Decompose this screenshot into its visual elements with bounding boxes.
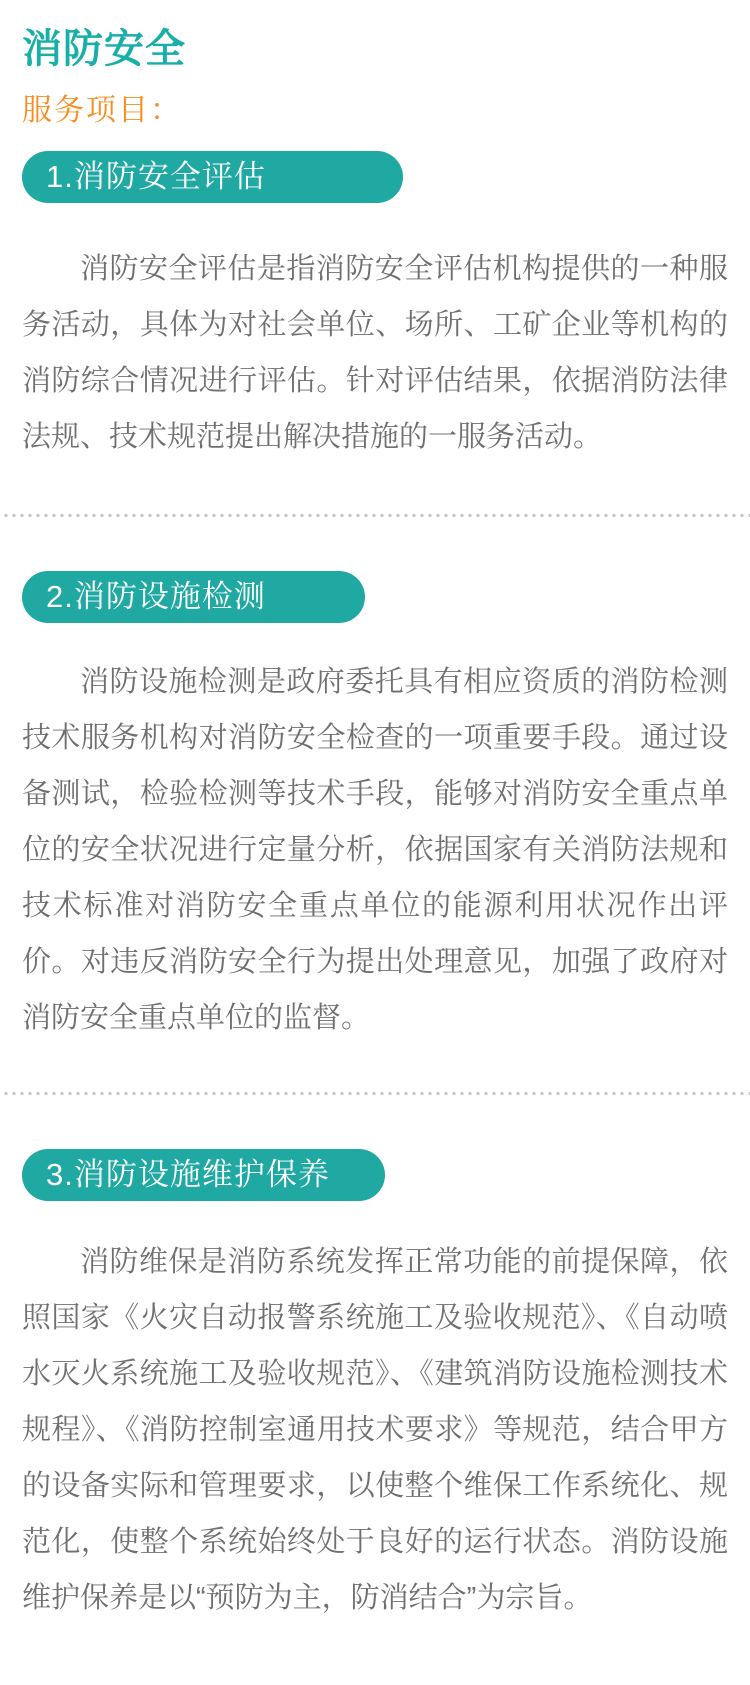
- service-heading-3: 3.消防设施维护保养: [22, 1149, 385, 1201]
- dotted-divider-1: [0, 513, 750, 518]
- dotted-divider-2: [0, 1091, 750, 1096]
- service-heading-2: 2.消防设施检测: [22, 571, 365, 623]
- service-description-2: 消防设施检测是政府委托具有相应资质的消防检测技术服务机构对消防安全检查的一项重要手段。通过设备测试，检验检测等技术手段，能够对消防安全重点单位的安全状况进行定量分析，依据国家有关消防法规和技术标准对消防安全重点单位的能源利用状况作出评价。对违反消防安全行为提出处理意见，加强了政府对消防安全重点单位的监督。: [22, 666, 728, 1034]
- service-section-maintenance: [0, 1149, 750, 1626]
- page-title: 消防安全: [22, 27, 186, 71]
- service-description-1: 消防安全评估是指消防安全评估机构提供的一种服务活动，具体为对社会单位、场所、工矿企业等机构的消防综合情况进行评估。针对评估结果，依据消防法律法规、技术规范提出解决措施的一服务活动。: [22, 253, 728, 453]
- services-label: 服务项目：: [22, 94, 182, 127]
- service-section-inspection: [0, 571, 750, 1046]
- service-heading-1: 1.消防安全评估: [22, 151, 403, 203]
- service-description-3: 消防维保是消防系统发挥正常功能的前提保障，依照国家《火灾自动报警系统施工及验收规范》、《自动喷水灭火系统施工及验收规范》、《建筑消防设施检测技术规程》、《消防控制室通用技术要求》等规范，结合甲方的设备实际和管理要求，以使整个维保工作系统化、规范化，使整个系统始终处于良好的运行状态。消防设施维护保养是以“预防为主，防消结合”为宗旨。: [22, 1246, 728, 1614]
- service-section-assessment: [0, 151, 750, 465]
